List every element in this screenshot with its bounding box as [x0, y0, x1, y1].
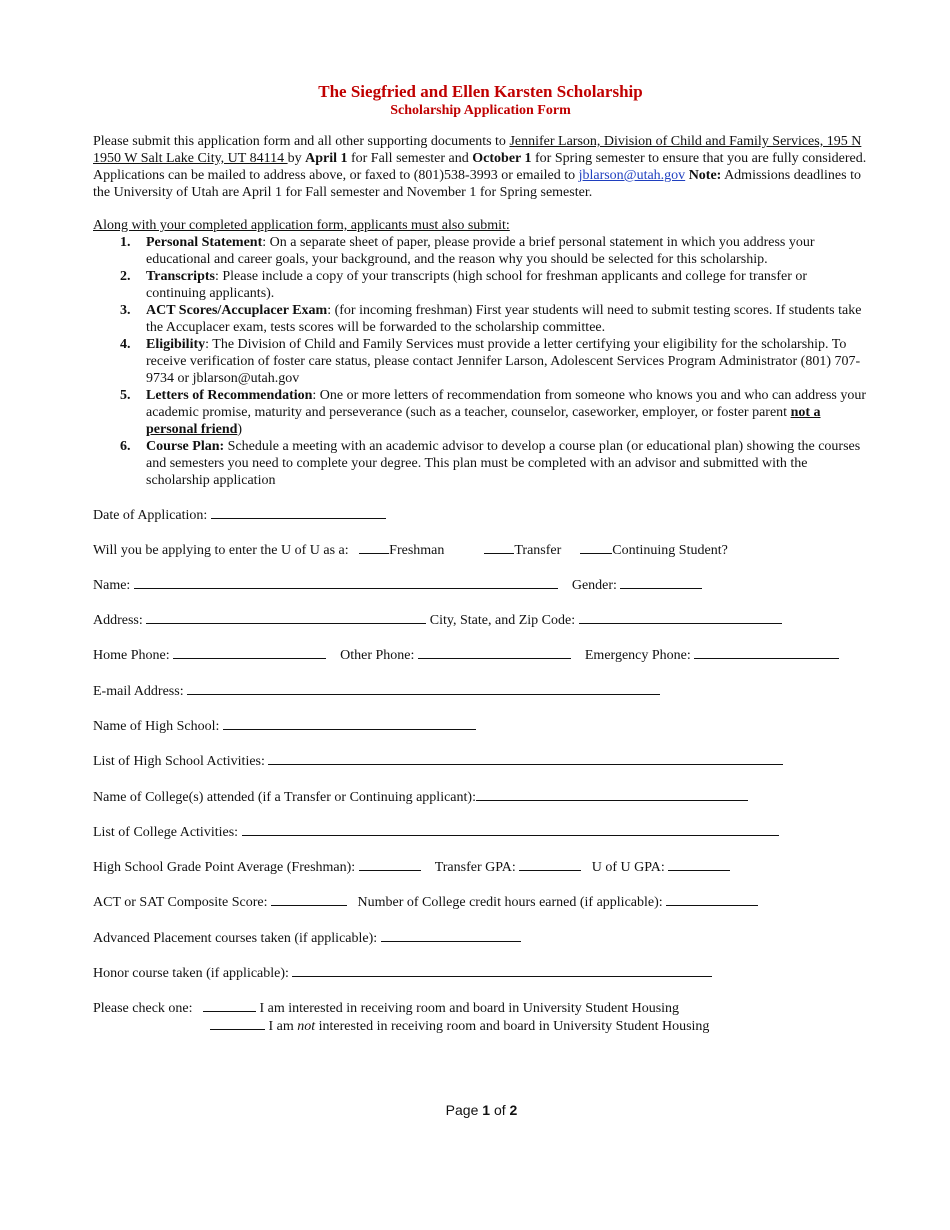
requirement-item [93, 234, 868, 268]
freshman-checkbox[interactable] [359, 541, 389, 554]
other-phone-field[interactable] [418, 646, 571, 659]
housing-no-checkbox[interactable] [210, 1017, 265, 1030]
fall-deadline: April 1 [305, 151, 348, 166]
item-number: 3. [120, 303, 131, 318]
option-label: interested in receiving room and board in University Student Housing [315, 1019, 710, 1034]
item-label: ACT Scores/Accuplacer Exam [146, 303, 328, 318]
college-attended-field[interactable] [476, 788, 748, 801]
ap-courses-row [93, 929, 868, 947]
phone-row [93, 646, 868, 664]
option-emphasis: not [297, 1019, 316, 1034]
item-label: Personal Statement [146, 235, 263, 250]
act-sat-field[interactable] [271, 893, 347, 906]
gpa-row [93, 858, 868, 876]
field-label: Name: [93, 578, 134, 593]
emergency-phone-field[interactable] [694, 646, 839, 659]
item-number: 5. [120, 388, 131, 403]
intro-text: by [287, 151, 306, 166]
date-of-application-row [93, 506, 868, 524]
hs-gpa-field[interactable] [359, 858, 421, 871]
field-label: List of College Activities: [93, 825, 242, 840]
transfer-checkbox[interactable] [484, 541, 514, 554]
field-label: Address: [93, 613, 147, 628]
item-text: : Please include a copy of your transcripts (high school for freshman applicants and college for transfer or continuing applicants). [146, 269, 808, 301]
field-label: U of U GPA: [591, 860, 669, 875]
item-label: Transcripts [146, 269, 215, 284]
ap-courses-field[interactable] [381, 929, 521, 942]
housing-yes-row [93, 999, 868, 1017]
field-label: Transfer GPA: [434, 860, 520, 875]
page-word: Page [445, 1102, 483, 1118]
intro-text: for Spring semester to ensure that you are fully considered. Applications can be mailed to address above, or faxed to (801)538-3993 or emailed to [93, 151, 867, 183]
item-number: 4. [120, 337, 131, 352]
intro-paragraph [93, 133, 868, 201]
uofu-gpa-field[interactable] [668, 858, 730, 871]
field-label: Name of High School: [93, 719, 223, 734]
field-label: E-mail Address: [93, 684, 188, 699]
high-school-field[interactable] [223, 717, 476, 730]
scores-row [93, 893, 868, 911]
housing-yes-checkbox[interactable] [203, 999, 256, 1012]
field-label: Advanced Placement courses taken (if applicable): [93, 931, 381, 946]
item-label: Eligibility [146, 337, 206, 352]
gender-field[interactable] [620, 576, 702, 589]
hs-activities-row [93, 752, 868, 770]
spring-deadline: October 1 [472, 151, 532, 166]
field-label: Other Phone: [340, 648, 418, 663]
field-label: Name of College(s) attended (if a Transfer or Continuing applicant): [93, 790, 476, 805]
field-label: City, State, and Zip Code: [426, 613, 579, 628]
item-text: : (for incoming freshman) First year students will need to submit testing scores. If students take the Accuplacer exam, tests scores will be forwarded to the scholarship committee. [146, 303, 862, 335]
scholarship-title: The Siegfried and Ellen Karsten Scholarship [318, 82, 643, 101]
high-school-row [93, 717, 868, 735]
field-label: Gender: [571, 578, 621, 593]
field-label: Home Phone: [93, 648, 174, 663]
college-attended-row [93, 788, 868, 806]
note-text: Admissions deadlines to the University of Utah are April 1 for Fall semester and November 1 for Spring semester. [93, 168, 861, 200]
name-field[interactable] [134, 576, 558, 589]
intro-text: for Fall semester and [347, 151, 473, 166]
recipient-address: Jennifer Larson, Division of Child and Family Services, 195 N 1950 W Salt Lake City, UT 84114 [93, 134, 862, 166]
home-phone-field[interactable] [173, 646, 326, 659]
address-row [93, 611, 868, 629]
of-word: of [490, 1102, 510, 1118]
requirements-heading: Along with your completed application form, applicants must also submit: [93, 218, 510, 233]
item-text: : On a separate sheet of paper, please provide a brief personal statement in which you address your educational and career goals, your background, and the reason why you should be selected for this scholarship. [146, 235, 815, 267]
field-label: Will you be applying to enter the U of U as a: [93, 543, 349, 558]
item-number: 6. [120, 439, 131, 454]
hs-activities-field[interactable] [268, 752, 783, 765]
field-label: Honor course taken (if applicable): [93, 966, 293, 981]
option-label: Continuing Student? [612, 543, 728, 558]
application-page [93, 82, 868, 1035]
field-label: Number of College credit hours earned (if applicable): [357, 895, 667, 910]
field-label: ACT or SAT Composite Score: [93, 895, 271, 910]
college-activities-field[interactable] [242, 823, 779, 836]
field-label: Please check one: [93, 1001, 193, 1016]
email-field[interactable] [187, 682, 660, 695]
option-label: Transfer [514, 543, 562, 558]
continuing-checkbox[interactable] [580, 541, 612, 554]
college-activities-row [93, 823, 868, 841]
item-emphasis: not a personal friend [146, 405, 821, 437]
item-text: : The Division of Child and Family Services must provide a letter certifying your eligibility for the scholarship. To receive verification of foster care status, please contact Jennifer Larson, Adolescent Services Program Administrator (801) 707-9734 or jblarson@utah.gov [146, 337, 861, 386]
intro-text: Please submit this application form and all other supporting documents to [93, 134, 510, 149]
item-number: 1. [120, 235, 131, 250]
field-label: Emergency Phone: [584, 648, 695, 663]
requirement-item [93, 387, 868, 438]
applicant-type-row [93, 541, 868, 559]
date-of-application-field[interactable] [211, 506, 386, 519]
college-hours-field[interactable] [666, 893, 758, 906]
housing-no-row [93, 1017, 868, 1035]
option-label: I am interested in receiving room and board in University Student Housing [256, 1001, 680, 1016]
page-footer [0, 1102, 950, 1118]
field-label: High School Grade Point Average (Freshman): [93, 860, 359, 875]
field-label: List of High School Activities: [93, 754, 269, 769]
option-label: I am [265, 1019, 298, 1034]
requirements-list [93, 234, 868, 489]
email-row [93, 682, 868, 700]
field-label: Date of Application: [93, 508, 211, 523]
note-label: Note: [685, 168, 722, 183]
name-row [93, 576, 868, 594]
item-text: Schedule a meeting with an academic advisor to develop a course plan (or educational plan) showing the courses and semesters you need to complete your degree. This plan must be completed with an advisor and submitted with the scholarship application [146, 439, 861, 488]
item-text: ) [237, 422, 243, 437]
city-state-zip-field[interactable] [579, 611, 782, 624]
requirement-item [93, 268, 868, 302]
address-field[interactable] [146, 611, 426, 624]
option-label: Freshman [389, 543, 445, 558]
page-number: 1 [482, 1102, 491, 1118]
requirement-item [93, 336, 868, 387]
page-total: 2 [509, 1102, 518, 1118]
form-subtitle: Scholarship Application Form [390, 103, 571, 118]
transfer-gpa-field[interactable] [519, 858, 581, 871]
email-link[interactable]: jblarson@utah.gov [578, 168, 686, 183]
item-label: Course Plan: [146, 439, 225, 454]
honor-course-field[interactable] [292, 964, 712, 977]
item-label: Letters of Recommendation [146, 388, 313, 403]
requirement-item [93, 302, 868, 336]
item-text: : One or more letters of recommendation from someone who knows you and who can address your academic promise, maturity and perseverance (such as a teacher, counselor, caseworker, employer, or foster parent [146, 388, 867, 420]
item-number: 2. [120, 269, 131, 284]
honor-course-row [93, 964, 868, 982]
requirement-item [93, 438, 868, 489]
